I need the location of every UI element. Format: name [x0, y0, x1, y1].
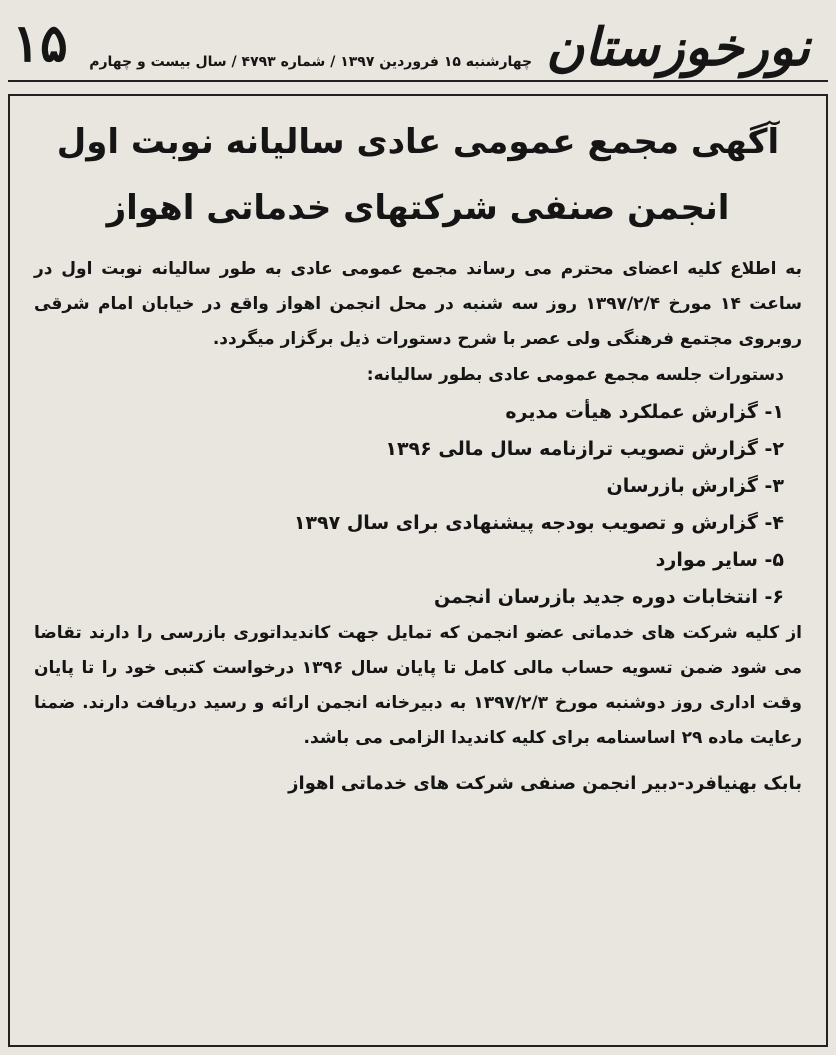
intro-paragraph: به اطلاع کلیه اعضای محترم می رساند مجمع عمومی عادی به طور سالیانه نوبت اول در ساعت ۱۴ مورخ ۱۳۹۷/۲/۴ روز سه شنبه در محل انجمن اهواز واقع در خیابان امام شرقی روبروی مجتمع فرهنگی ولی عصر با شرح دستورات ذیل برگزار میگردد. — [34, 259, 802, 349]
notice-title: آگهی مجمع عمومی عادی سالیانه نوبت اول — [56, 122, 780, 162]
notice-intro — [34, 252, 802, 357]
agenda-item: ۶- انتخابات دوره جدید بازرسان انجمن — [433, 586, 784, 608]
newspaper-name: نورخوزستان — [546, 17, 810, 78]
agenda-item: ۴- گزارش و تصویب بودجه پیشنهادی برای سال ۱۳۹۷ — [293, 512, 784, 534]
agenda-item: ۱- گزارش عملکرد هیأت مدیره — [505, 401, 784, 423]
agenda-heading: دستورات جلسه مجمع عمومی عادی بطور سالیانه: — [366, 365, 784, 385]
agenda-item: ۵- سایر موارد — [655, 549, 784, 571]
agenda-item: ۲- گزارش تصویب ترازنامه سال مالی ۱۳۹۶ — [385, 438, 784, 460]
organization-name: انجمن صنفی شرکتهای خدماتی اهواز — [106, 188, 730, 228]
signature: بابک بهنیافرد-دبیر انجمن صنفی شرکت های خدماتی اهواز — [288, 773, 802, 794]
notice-closing — [34, 616, 802, 756]
masthead — [8, 6, 828, 82]
issue-info: چهارشنبه ۱۵ فروردین ۱۳۹۷ / شماره ۴۷۹۳ / سال بیست و چهارم — [89, 54, 533, 70]
agenda-list — [34, 394, 802, 616]
agenda-item: ۳- گزارش بازرسان — [606, 475, 784, 497]
notice-box — [8, 94, 828, 1047]
page-number: ۱۵ — [12, 13, 68, 74]
closing-paragraph: از کلیه شرکت های خدماتی عضو انجمن که تمایل جهت کاندیداتوری بازرسی را دارند تقاضا می شود ضمن تسویه حساب مالی کامل تا پایان سال ۱۳۹۶ درخواست کتبی خود را تا پایان وقت اداری روز دوشنبه مورخ ۱۳۹۷/۲/۳ به دبیرخانه انجمن ارائه و رسید دریافت دارند. ضمنا رعایت ماده ۲۹ اساسنامه برای کلیه کاندیدا الزامی می باشد. — [34, 623, 802, 748]
